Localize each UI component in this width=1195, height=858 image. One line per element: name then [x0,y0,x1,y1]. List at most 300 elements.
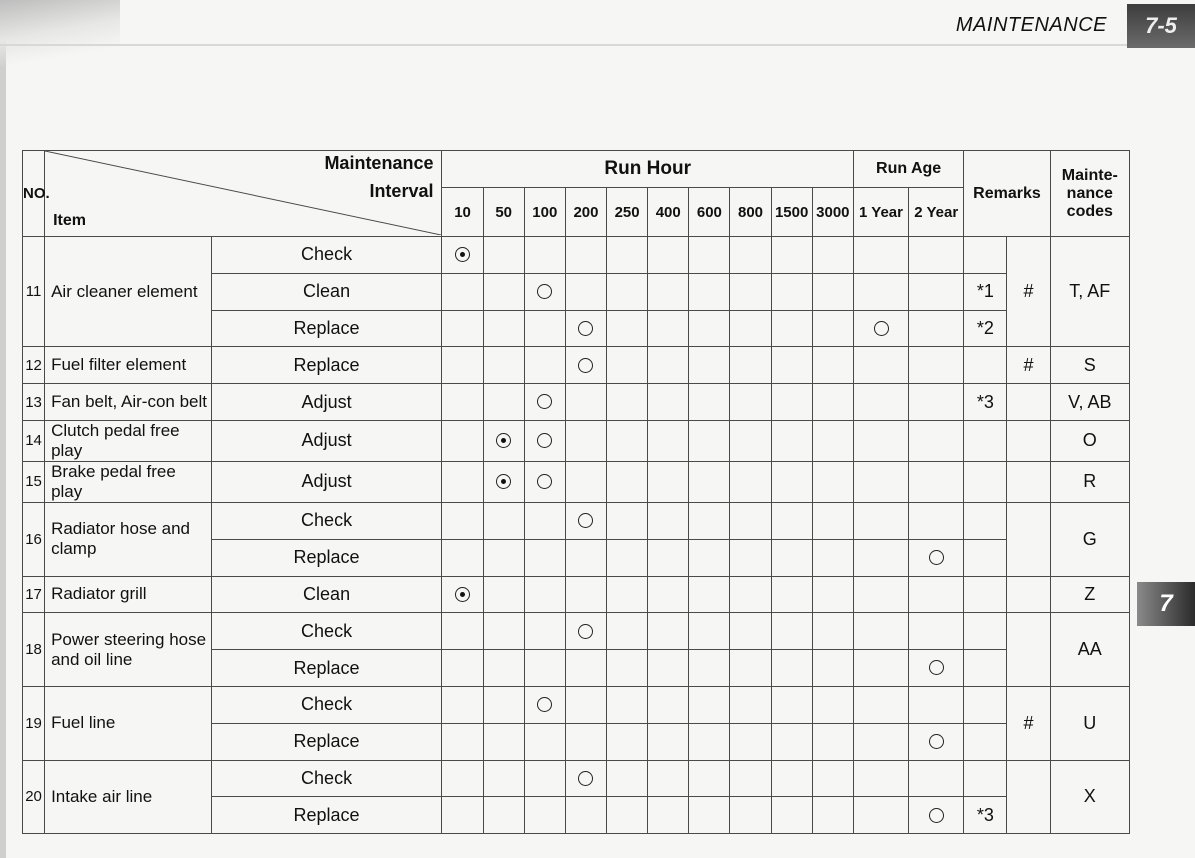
schedule-cell [730,576,771,613]
schedule-cell [853,273,908,310]
schedule-cell [909,347,964,384]
schedule-cell [607,237,648,274]
schedule-cell [812,502,853,539]
schedule-cell [524,613,565,650]
schedule-cell [607,347,648,384]
maintenance-action: Replace [211,347,442,384]
schedule-cell [524,502,565,539]
schedule-cell [853,347,908,384]
schedule-cell [853,723,908,760]
schedule-cell [483,237,524,274]
maintenance-action: Replace [211,310,442,347]
schedule-cell [771,760,812,797]
schedule-cell [771,347,812,384]
open-circle-icon [578,321,593,336]
hour-column-header: 600 [689,188,730,237]
schedule-cell [565,576,606,613]
dotted-circle-icon [496,433,511,448]
maintenance-label: Maintenance [324,153,434,173]
schedule-cell [730,347,771,384]
item-number: 20 [23,760,45,834]
schedule-cell [909,237,964,274]
run-hour-header: Run Hour [442,151,853,188]
schedule-cell [648,237,689,274]
item-name: Clutch pedal free play [45,420,212,461]
schedule-cell [565,650,606,687]
schedule-cell [730,502,771,539]
schedule-cell [607,723,648,760]
open-circle-icon [929,660,944,675]
table-row [23,237,1130,274]
dotted-circle-icon [455,247,470,262]
table-row [23,760,1130,797]
schedule-cell [730,797,771,834]
schedule-cell [648,539,689,576]
schedule-cell [689,384,730,421]
schedule-cell [689,539,730,576]
schedule-cell [483,686,524,723]
schedule-cell [909,723,964,760]
maintenance-action: Check [211,760,442,797]
open-circle-icon [578,513,593,528]
table-row [23,420,1130,461]
schedule-cell [648,576,689,613]
schedule-cell [442,502,483,539]
open-circle-icon [537,474,552,489]
remark-note [964,723,1007,760]
schedule-cell [524,650,565,687]
maintenance-code: U [1050,686,1129,760]
schedule-cell [483,576,524,613]
remark-hash [1007,760,1050,834]
scan-shadow [0,0,120,70]
schedule-cell [565,539,606,576]
schedule-cell [524,347,565,384]
schedule-cell [565,461,606,502]
schedule-cell [771,502,812,539]
schedule-cell [853,310,908,347]
schedule-cell [812,273,853,310]
schedule-cell [648,760,689,797]
schedule-cell [524,576,565,613]
table-row [23,461,1130,502]
schedule-cell [730,650,771,687]
schedule-cell [524,384,565,421]
maintenance-action: Clean [211,273,442,310]
remark-note: *1 [964,273,1007,310]
schedule-cell [771,797,812,834]
maintenance-action: Replace [211,797,442,834]
schedule-cell [607,650,648,687]
hour-column-header: 1500 [771,188,812,237]
codes-header-line-2: nance [1066,184,1113,202]
schedule-cell [853,650,908,687]
schedule-cell [442,576,483,613]
schedule-cell [689,760,730,797]
header-rule [0,44,1130,46]
schedule-cell [689,723,730,760]
schedule-cell [442,273,483,310]
maintenance-action: Check [211,237,442,274]
age-column-header: 1 Year [853,188,908,237]
open-circle-icon [537,284,552,299]
maintenance-code: V, AB [1050,384,1129,421]
schedule-cell [909,760,964,797]
schedule-cell [648,310,689,347]
codes-header [1050,151,1129,237]
remark-note [964,539,1007,576]
item-name: Air cleaner element [45,237,212,347]
schedule-cell [442,723,483,760]
hour-column-header: 3000 [812,188,853,237]
maintenance-action: Clean [211,576,442,613]
schedule-cell [607,420,648,461]
schedule-cell [565,273,606,310]
maintenance-action: Adjust [211,461,442,502]
schedule-cell [730,384,771,421]
remark-hash: # [1007,237,1050,347]
schedule-cell [607,576,648,613]
remark-note [964,237,1007,274]
item-number: 15 [23,461,45,502]
schedule-cell [812,347,853,384]
interval-label: Interval [369,181,434,201]
remark-note [964,347,1007,384]
schedule-cell [909,273,964,310]
open-circle-icon [578,771,593,786]
schedule-cell [524,310,565,347]
schedule-cell [812,576,853,613]
maintenance-action: Adjust [211,420,442,461]
item-number: 17 [23,576,45,613]
schedule-cell [607,797,648,834]
schedule-cell [853,760,908,797]
schedule-cell [442,384,483,421]
schedule-cell [442,760,483,797]
schedule-cell [771,723,812,760]
item-number: 11 [23,237,45,347]
remark-note [964,420,1007,461]
schedule-cell [853,384,908,421]
item-number: 14 [23,420,45,461]
no-header: NO. [23,151,45,237]
item-name: Radiator hose and clamp [45,502,212,576]
schedule-cell [730,539,771,576]
schedule-cell [812,237,853,274]
schedule-cell [812,760,853,797]
page-edge [0,0,6,858]
maintenance-action: Replace [211,539,442,576]
schedule-cell [853,461,908,502]
remark-hash [1007,502,1050,576]
remark-note [964,760,1007,797]
item-number: 13 [23,384,45,421]
item-number: 18 [23,613,45,687]
schedule-cell [812,420,853,461]
table-row [23,613,1130,650]
schedule-cell [524,723,565,760]
run-age-header: Run Age [853,151,963,188]
item-number: 19 [23,686,45,760]
schedule-cell [812,384,853,421]
schedule-cell [909,539,964,576]
remark-note [964,502,1007,539]
schedule-cell [648,686,689,723]
schedule-cell [565,686,606,723]
schedule-cell [565,797,606,834]
maintenance-action: Replace [211,650,442,687]
open-circle-icon [929,808,944,823]
maintenance-action: Adjust [211,384,442,421]
maintenance-code: G [1050,502,1129,576]
schedule-cell [689,686,730,723]
page-number-tab: 7-5 [1127,4,1195,48]
schedule-cell [524,760,565,797]
schedule-cell [689,237,730,274]
schedule-cell [853,539,908,576]
hour-column-header: 200 [565,188,606,237]
schedule-cell [607,613,648,650]
table-row [23,576,1130,613]
remark-hash [1007,384,1050,421]
open-circle-icon [578,358,593,373]
schedule-cell [853,420,908,461]
schedule-cell [483,650,524,687]
open-circle-icon [537,394,552,409]
schedule-cell [909,613,964,650]
schedule-cell [442,310,483,347]
schedule-cell [565,310,606,347]
remark-note: *3 [964,384,1007,421]
schedule-cell [730,461,771,502]
schedule-cell [689,273,730,310]
table-row [23,686,1130,723]
schedule-cell [853,686,908,723]
schedule-cell [648,273,689,310]
schedule-cell [648,613,689,650]
remark-hash: # [1007,686,1050,760]
schedule-cell [648,502,689,539]
maintenance-action: Check [211,686,442,723]
schedule-cell [607,310,648,347]
item-name: Intake air line [45,760,212,834]
maintenance-code: S [1050,347,1129,384]
hour-column-header: 50 [483,188,524,237]
schedule-cell [771,420,812,461]
remark-note [964,613,1007,650]
schedule-cell [483,760,524,797]
item-name: Fuel filter element [45,347,212,384]
schedule-cell [771,461,812,502]
hour-column-header: 10 [442,188,483,237]
schedule-cell [771,686,812,723]
schedule-cell [812,613,853,650]
maintenance-action: Check [211,502,442,539]
schedule-cell [812,310,853,347]
schedule-cell [483,539,524,576]
schedule-cell [648,420,689,461]
schedule-cell [483,420,524,461]
schedule-cell [483,461,524,502]
schedule-cell [565,384,606,421]
schedule-cell [771,237,812,274]
schedule-cell [689,347,730,384]
schedule-cell [853,502,908,539]
schedule-cell [730,310,771,347]
remarks-header: Remarks [964,151,1050,237]
schedule-cell [730,760,771,797]
table-row [23,347,1130,384]
schedule-cell [812,461,853,502]
item-interval-header [45,151,442,237]
schedule-cell [909,384,964,421]
open-circle-icon [537,433,552,448]
schedule-cell [565,237,606,274]
schedule-cell [483,797,524,834]
schedule-cell [909,686,964,723]
schedule-cell [524,273,565,310]
remark-hash [1007,576,1050,613]
schedule-cell [648,461,689,502]
maintenance-code: Z [1050,576,1129,613]
schedule-cell [771,613,812,650]
schedule-cell [442,461,483,502]
schedule-cell [689,420,730,461]
schedule-cell [853,797,908,834]
item-name: Fuel line [45,686,212,760]
dotted-circle-icon [496,474,511,489]
schedule-cell [812,539,853,576]
schedule-cell [483,347,524,384]
remark-note [964,650,1007,687]
schedule-cell [648,384,689,421]
schedule-cell [524,237,565,274]
schedule-cell [648,723,689,760]
section-title: MAINTENANCE [955,14,1107,36]
schedule-cell [607,502,648,539]
schedule-cell [483,502,524,539]
remark-note [964,576,1007,613]
open-circle-icon [537,697,552,712]
remark-note: *3 [964,797,1007,834]
schedule-cell [689,613,730,650]
schedule-cell [565,613,606,650]
schedule-cell [442,347,483,384]
schedule-cell [771,384,812,421]
schedule-cell [565,723,606,760]
item-name: Power steering hose and oil line [45,613,212,687]
schedule-cell [689,797,730,834]
schedule-cell [689,461,730,502]
schedule-cell [607,539,648,576]
chapter-tab: 7 [1137,582,1195,626]
schedule-cell [483,310,524,347]
hour-column-header: 400 [648,188,689,237]
hour-column-header: 250 [607,188,648,237]
hour-column-header: 100 [524,188,565,237]
item-name: Fan belt, Air-con belt [45,384,212,421]
maintenance-schedule-table [22,150,1130,834]
schedule-cell [648,797,689,834]
schedule-cell [442,797,483,834]
schedule-cell [483,384,524,421]
schedule-cell [607,384,648,421]
schedule-cell [771,273,812,310]
schedule-cell [689,502,730,539]
remark-note [964,686,1007,723]
schedule-cell [565,347,606,384]
schedule-cell [565,502,606,539]
schedule-cell [689,650,730,687]
maintenance-action: Check [211,613,442,650]
maintenance-code: T, AF [1050,237,1129,347]
schedule-cell [524,797,565,834]
codes-header-line-3: codes [1066,202,1113,220]
item-number: 12 [23,347,45,384]
schedule-cell [853,613,908,650]
open-circle-icon [929,734,944,749]
schedule-cell [607,461,648,502]
schedule-cell [730,686,771,723]
schedule-cell [909,797,964,834]
schedule-cell [565,420,606,461]
schedule-cell [730,420,771,461]
schedule-cell [648,650,689,687]
dotted-circle-icon [455,587,470,602]
schedule-cell [853,576,908,613]
schedule-cell [812,650,853,687]
schedule-cell [483,723,524,760]
remark-hash [1007,461,1050,502]
remark-note [964,461,1007,502]
schedule-cell [689,310,730,347]
codes-header-line-1: Mainte- [1061,166,1118,184]
schedule-cell [524,461,565,502]
item-name: Brake pedal free play [45,461,212,502]
schedule-cell [483,613,524,650]
schedule-cell [442,539,483,576]
age-column-header: 2 Year [909,188,964,237]
schedule-cell [812,797,853,834]
item-number: 16 [23,502,45,576]
schedule-cell [771,650,812,687]
maintenance-code: X [1050,760,1129,834]
schedule-cell [524,420,565,461]
open-circle-icon [578,624,593,639]
schedule-cell [730,273,771,310]
maintenance-code: R [1050,461,1129,502]
schedule-cell [442,650,483,687]
schedule-cell [771,539,812,576]
schedule-cell [909,420,964,461]
schedule-cell [730,613,771,650]
schedule-cell [909,461,964,502]
schedule-cell [853,237,908,274]
schedule-cell [812,686,853,723]
open-circle-icon [874,321,889,336]
schedule-cell [607,760,648,797]
schedule-cell [607,273,648,310]
open-circle-icon [929,550,944,565]
remark-hash [1007,420,1050,461]
maintenance-code: O [1050,420,1129,461]
table-row [23,502,1130,539]
schedule-cell [909,310,964,347]
schedule-cell [689,576,730,613]
schedule-cell [730,723,771,760]
schedule-cell [524,686,565,723]
maintenance-action: Replace [211,723,442,760]
